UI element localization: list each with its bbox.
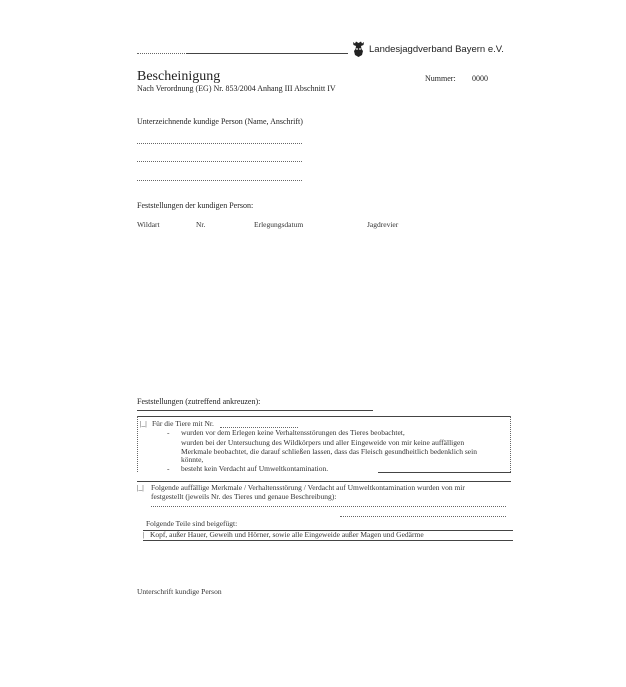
bullet: - xyxy=(167,428,170,437)
person-line-3[interactable] xyxy=(137,180,302,181)
header-rule xyxy=(186,53,348,54)
box2-write-line-1[interactable] xyxy=(151,506,506,507)
person-line-1[interactable] xyxy=(137,143,302,144)
parts-bottom-border xyxy=(143,540,513,541)
box2-write-line-2[interactable] xyxy=(340,516,506,517)
parts-checkbox[interactable]: | xyxy=(143,530,145,539)
number-value: 0000 xyxy=(472,74,488,83)
box2-line-1: Folgende auffällige Merkmale / Verhaltensstörung / Verdacht auf Umweltkontamination wurden von mir xyxy=(151,483,465,492)
parts-line: Kopf, außer Hauer, Geweih und Hörner, sowie alle Eingeweide außer Magen und Gedärme xyxy=(150,530,424,539)
col-wildart: Wildart xyxy=(137,220,160,229)
section-rule xyxy=(137,410,373,411)
person-heading: Unterzeichnende kundige Person (Name, Anschrift) xyxy=(137,117,303,126)
number-label: Nummer: xyxy=(425,74,456,83)
org-name: Landesjagdverband Bayern e.V. xyxy=(369,44,504,55)
box2-checkbox[interactable]: |_| xyxy=(137,483,144,492)
box1-top-border xyxy=(137,416,511,417)
box1-bottom-border xyxy=(378,472,511,473)
col-erlegungsdatum: Erlegungsdatum xyxy=(254,220,304,229)
col-jagdrevier: Jagdrevier xyxy=(367,220,399,229)
box2-line-2: festgestellt (jeweils Nr. des Tieres und genaue Beschreibung): xyxy=(151,492,337,501)
box1-line-1: wurden vor dem Erlegen keine Verhaltensstörungen des Tieres beobachtet, xyxy=(181,428,405,437)
bullet: - xyxy=(167,464,170,473)
box1-line-3: Merkmale beobachtet, die darauf schließen lassen, dass das Fleisch gesundheitlich bedenklich sein xyxy=(181,447,477,456)
page-subtitle: Nach Verordnung (EG) Nr. 853/2004 Anhang III Abschnitt IV xyxy=(137,84,336,93)
box1-title: Für die Tiere mit Nr. xyxy=(152,419,214,428)
box1-left-border xyxy=(137,416,138,472)
box1-line-4: könnte, xyxy=(181,455,204,464)
deer-logo-icon xyxy=(350,41,367,58)
col-nr: Nr. xyxy=(196,220,206,229)
box1-line-2: wurden bei der Untersuchung des Wildkörpers und aller Eingeweide von mir keine auffälligen xyxy=(181,438,465,447)
feststellungen-heading: Feststellungen (zutreffend ankreuzen): xyxy=(137,397,261,406)
box1-line-5: besteht kein Verdacht auf Umweltkontamination. xyxy=(181,464,329,473)
box1-right-border xyxy=(510,416,511,472)
signature-label: Unterschrift kundige Person xyxy=(137,587,222,596)
box2-top-border xyxy=(137,481,511,482)
person-line-2[interactable] xyxy=(137,161,302,162)
parts-heading: Folgende Teile sind beigefügt: xyxy=(146,519,238,528)
findings-heading: Feststellungen der kundigen Person: xyxy=(137,201,254,210)
header-dotted-line xyxy=(137,53,185,54)
box1-checkbox[interactable]: |_| xyxy=(140,419,147,428)
page-title: Bescheinigung xyxy=(137,69,221,84)
